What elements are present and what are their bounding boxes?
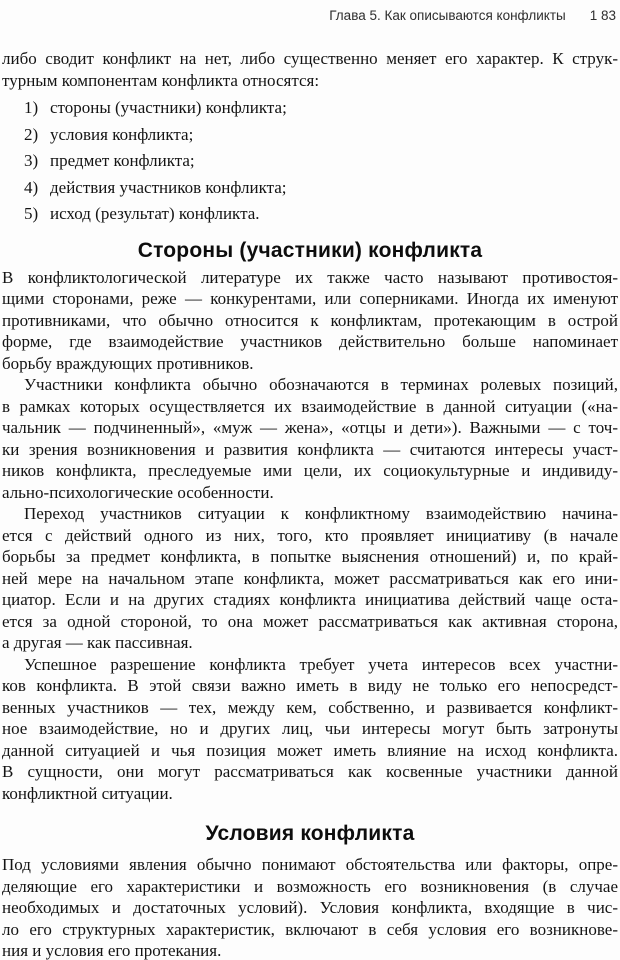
text-line: форме, где взаимодействие участников действительно больше напоминает: [2, 332, 618, 351]
running-header: [2, 8, 618, 24]
list-item-text: стороны (участники) конфликта;: [50, 98, 287, 117]
list-item: [24, 201, 618, 228]
text-line: В сущности, они могут рассматриваться как косвенные участники данной: [2, 762, 618, 781]
text-line: ется с действий одного из них, того, кто проявляет инициативу (в начале: [2, 525, 618, 545]
text-line: ния и условия его протекания.: [2, 941, 222, 960]
text-line: Участники конфликта обычно обозначаются в терминах ролевых позиций,: [24, 375, 618, 394]
text-line: а другая — как пассивная.: [2, 633, 193, 652]
text-line: ально-психологические особенности.: [2, 482, 274, 502]
list-item: [24, 122, 618, 149]
paragraph: [2, 503, 618, 654]
list-item: [24, 175, 618, 202]
text-line: данной ситуацией и чья позиция может иметь влияние на исход конфликта.: [2, 740, 618, 760]
list-item-text: предмет конфликта;: [50, 151, 195, 170]
text-line: циатор. Если и на других стадиях конфликта инициатива действий чаще оста-: [2, 590, 618, 609]
text-line: ло его структурных характеристик, включают в себя условия его возникнове-: [2, 919, 618, 939]
page-content: [2, 48, 618, 960]
text-line: турным компонентам конфликта относятся:: [2, 70, 320, 90]
text-line: необходимых и достаточных условий). Условия конфликта, входящие в чис-: [2, 898, 618, 917]
paragraph: [2, 374, 618, 503]
list-marker: 4): [24, 177, 39, 197]
list-item-text: исход (результат) конфликта.: [50, 204, 260, 223]
text-line: борьбу враждующих противников.: [2, 353, 254, 373]
list-marker: 3): [24, 151, 39, 170]
list-marker: 5): [24, 204, 39, 223]
paragraph: [2, 48, 618, 91]
list-item: [24, 95, 618, 122]
chapter-title: Глава 5. Как описываются конфликты: [329, 8, 566, 23]
list-item-text: действия участников конфликта;: [50, 177, 287, 197]
text-line: чальник — подчиненный», «муж — жена», «отцы и дети»). Важными — с точ-: [2, 418, 618, 437]
text-line: либо сводит конфликт на нет, либо существенно меняет его характер. К струк-: [2, 49, 618, 68]
text-line: ников конфликта, преследуемые ими цели, их социокультурные и индивиду-: [2, 461, 618, 480]
text-line: Под условиями явления обычно понимают обстоятельства или факторы, опре-: [2, 855, 618, 874]
text-line: щими сторонами, реже — конкурентами, или соперниками. Иногда их именуют: [2, 289, 618, 308]
text-line: ное взаимодействие, но и других лиц, чьи интересы могут быть затронуты: [2, 719, 618, 738]
page-number: 1 83: [589, 8, 616, 23]
list-item: [24, 148, 618, 175]
section-heading: Условия конфликта: [205, 822, 415, 845]
paragraph: [2, 854, 618, 960]
text-line: Успешное разрешение конфликта требует учета интересов всех участни-: [24, 654, 618, 674]
list-item-text: условия конфликта;: [50, 124, 194, 144]
text-line: В конфликтологической литературе их также часто называют противостоя-: [2, 267, 618, 287]
text-line: деляющие его характеристики и возможность его возникновения (в случае: [2, 876, 618, 896]
text-line: конфликтной ситуации.: [2, 783, 173, 803]
text-line: борьбы за предмет конфликта, в попытке выяснения отношений) и, по край-: [2, 547, 618, 566]
text-line: венных участников — тех, между кем, собственно, и развивается конфликт-: [2, 697, 618, 717]
text-line: ков конфликта. В этой связи важно иметь в виду не только его непосредст-: [2, 676, 618, 695]
numbered-list: [2, 95, 618, 228]
text-line: в рамках которых осуществляется их взаимодействие в данной ситуации («на-: [2, 396, 618, 416]
paragraph: [2, 654, 618, 805]
list-marker: 2): [24, 124, 39, 144]
text-line: противниками, что обычно относится к конфликтам, протекающим в острой: [2, 310, 618, 330]
paragraph: [2, 267, 618, 375]
text-line: ней мере на начальном этапе конфликта, может рассматриваться как его ини-: [2, 568, 618, 588]
text-line: ется за одной стороной, то она может рассматриваться как активная сторона,: [2, 611, 618, 631]
section-heading: Стороны (участники) конфликта: [137, 238, 483, 262]
text-line: Переход участников ситуации к конфликтному взаимодействию начина-: [24, 504, 618, 523]
list-marker: 1): [24, 98, 39, 117]
text-line: ки зрения возникновения и развития конфликта — считаются интересы участ-: [2, 439, 618, 459]
